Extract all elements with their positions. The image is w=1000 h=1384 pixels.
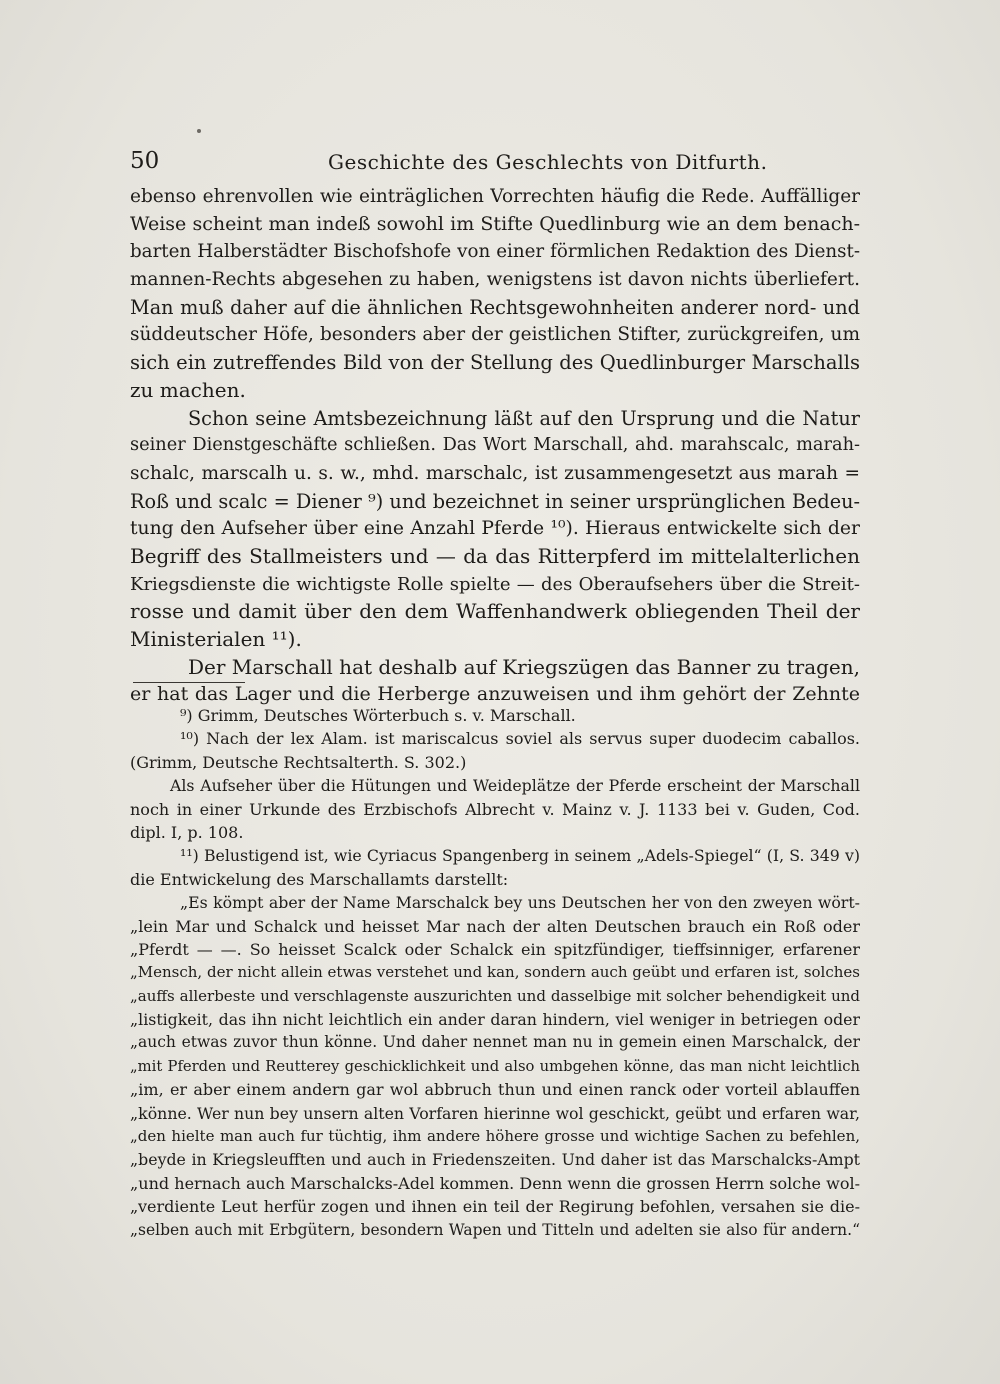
footnote-line: dipl. I, p. 108. bbox=[130, 822, 244, 842]
text-line: er hat das Lager und die Herberge anzuweisen und ihm gehört der Zehnte bbox=[130, 683, 860, 706]
text-line: zu machen. bbox=[130, 377, 246, 402]
quote-line: „auch etwas zuvor thun könne. Und daher nennet man nu in gemein einen Marschalck, der bbox=[130, 1033, 860, 1052]
footnote-line: ⁹) Grimm, Deutsches Wörterbuch s. v. Marschall. bbox=[180, 706, 576, 725]
quote-line: „selben auch mit Erbgütern, besondern Wapen und Titteln und adelten sie also für andern.“ bbox=[130, 1220, 860, 1239]
footnote-line: Als Aufseher über die Hütungen und Weideplätze der Pferde erscheint der Marschall bbox=[170, 776, 860, 796]
text-line: ebenso ehrenvollen wie einträglichen Vorrechten häufig die Rede. Auffälliger bbox=[130, 186, 860, 207]
text-line: barten Halberstädter Bischofshofe von einer förmlichen Redaktion des Dienst- bbox=[130, 241, 860, 263]
text-line: Ministerialen ¹¹). bbox=[130, 627, 302, 651]
quote-line: „im, er aber einem andern gar wol abbruch thun und einen ranck oder vorteil ablauffen bbox=[130, 1080, 860, 1100]
text-line: Begriff des Stallmeisters und — da das Ritterpferd im mittelalterlichen bbox=[130, 543, 860, 568]
quote-line: „mit Pferden und Reutterey geschicklichkeit und also umbgehen könne, das man nicht leichtlich bbox=[130, 1057, 860, 1075]
footnote-line: (Grimm, Deutsche Rechtsalterth. S. 302.) bbox=[130, 752, 467, 772]
quote-line: „Pferdt — —. So heisset Scalck oder Schalck ein spitzfündiger, tieffsinniger, erfarener bbox=[130, 939, 860, 959]
footnote-line: die Entwickelung des Marschallamts darstellt: bbox=[130, 869, 509, 889]
running-title: Geschichte des Geschlechts von Ditfurth. bbox=[328, 150, 768, 174]
page-header bbox=[130, 148, 860, 184]
text-line: Kriegsdienste die wichtigste Rolle spielte — des Oberaufsehers über die Streit- bbox=[130, 573, 860, 595]
quote-line: „beyde in Kriegsleufften und auch in Friedenszeiten. Und daher ist das Marschalcks-Ampt bbox=[130, 1150, 860, 1170]
text-line: sich ein zutreffendes Bild von der Stellung des Quedlinburger Marschalls bbox=[130, 351, 860, 375]
text-line: Der Marschall hat deshalb auf Kriegszügen das Banner zu tragen, bbox=[188, 654, 860, 679]
footnotes bbox=[130, 704, 860, 1242]
footnote-separator bbox=[133, 682, 245, 683]
page-number: 50 bbox=[130, 148, 160, 174]
text-line: süddeutscher Höfe, besonders aber der geistlichen Stifter, zurückgreifen, um bbox=[130, 324, 860, 346]
text-line: Schon seine Amtsbezeichnung läßt auf den Ursprung und die Natur bbox=[188, 406, 860, 430]
text-line: mannen-Rechts abgesehen zu haben, wenigstens ist davon nichts überliefert. bbox=[130, 269, 860, 291]
text-line: Roß und scalc = Diener ⁹) und bezeichnet in seiner ursprünglichen Bedeu- bbox=[130, 489, 860, 513]
text-line: Man muß daher auf die ähnlichen Rechtsgewohnheiten anderer nord- und bbox=[130, 295, 860, 319]
quote-line: „verdiente Leut herfür zogen und ihnen ein teil der Regirung befohlen, versahen sie die- bbox=[130, 1197, 860, 1217]
text-line: Weise scheint man indeß sowohl im Stifte Quedlinburg wie an dem benach- bbox=[130, 212, 860, 235]
quote-line: „könne. Wer nun bey unsern alten Vorfaren hierinne wol geschickt, geübt und erfaren war, bbox=[130, 1103, 860, 1123]
quote-line: „lein Mar und Schalck und heisset Mar nach der alten Deutschen brauch ein Roß oder bbox=[130, 916, 860, 936]
quote-line: „listigkeit, das ihn nicht leichtlich ein ander daran hindern, viel weniger in betriegen oder bbox=[130, 1010, 860, 1030]
footnote-line: ¹⁰) Nach der lex Alam. ist mariscalcus soviel als servus super duodecim caballos. bbox=[180, 729, 860, 749]
quote-line: „auffs allerbeste und verschlagenste auszurichten und dasselbige mit solcher behendigkeit und bbox=[130, 986, 860, 1005]
text-line: seiner Dienstgeschäfte schließen. Das Wort Marschall, ahd. marahscalc, marah- bbox=[130, 435, 860, 456]
quote-line: „Mensch, der nicht allein etwas verstehet und kan, sondern auch geübt und erfaren ist, solches bbox=[130, 963, 860, 982]
print-speck bbox=[197, 129, 201, 133]
text-line: tung den Aufseher über eine Anzahl Pferde ¹⁰). Hieraus entwickelte sich der bbox=[130, 518, 860, 540]
footnote-line: ¹¹) Belustigend ist, wie Cyriacus Spangenberg in seinem „Adels-Spiegel“ (I, S. 349 v) bbox=[180, 846, 860, 866]
quote-line: „Es kömpt aber der Name Marschalck bey uns Deutschen her von den zweyen wört- bbox=[180, 893, 860, 913]
quote-line: „den hielte man auch fur tüchtig, ihm andere höhere grosse und wichtige Sachen zu befehlen, bbox=[130, 1127, 860, 1146]
quote-line: „und hernach auch Marschalcks-Adel kommen. Denn wenn die grossen Herrn solche wol- bbox=[130, 1173, 860, 1193]
text-line: rosse und damit über den dem Waffenhandwerk obliegenden Theil der bbox=[130, 599, 860, 624]
footnote-line: noch in einer Urkunde des Erzbischofs Albrecht v. Mainz v. J. 1133 bei v. Guden, Cod. bbox=[130, 799, 860, 819]
text-line: schalc, marscalh u. s. w., mhd. marschalc, ist zusammengesetzt aus marah = bbox=[130, 462, 860, 484]
main-text bbox=[130, 183, 860, 709]
